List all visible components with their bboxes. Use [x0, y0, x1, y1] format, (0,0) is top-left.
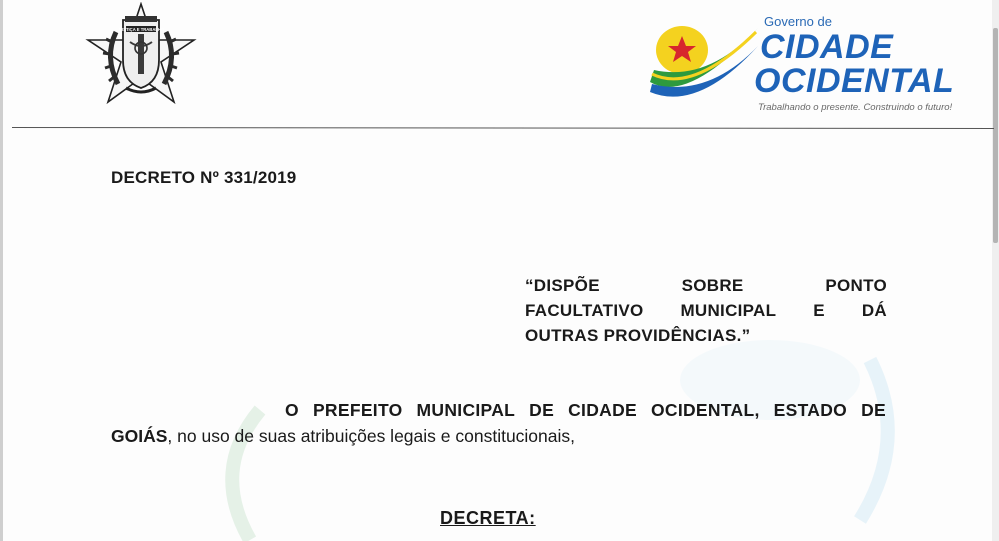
preamble-word: O: [285, 400, 299, 420]
logo-ocidental: OCIDENTAL: [754, 62, 955, 100]
preamble-word: DE: [861, 400, 886, 420]
page-edge: [0, 0, 3, 541]
summary-word: PONTO: [825, 276, 887, 295]
svg-text:JUSTIÇA E TRABALHO: JUSTIÇA E TRABALHO: [117, 27, 165, 32]
vertical-scrollbar[interactable]: [992, 0, 999, 541]
summary-word: MUNICIPAL: [680, 301, 777, 320]
preamble-word: OCIDENTAL,: [650, 400, 760, 420]
preamble-line-1: [111, 397, 886, 423]
scrollbar-thumb[interactable]: [993, 28, 998, 243]
preamble-word: PREFEITO: [312, 400, 403, 420]
summary-word: FACULTATIVO: [525, 301, 644, 320]
summary-line-1: [525, 273, 887, 298]
preamble-state: GOIÁS: [111, 426, 168, 446]
coat-of-arms-emblem: [76, 2, 206, 108]
cidade-ocidental-logo: [648, 8, 968, 113]
preamble-line-2: [111, 423, 886, 449]
decree-title: DECRETO Nº 331/2019: [111, 168, 297, 187]
summary-word: SOBRE: [681, 276, 744, 295]
decree-summary: [525, 273, 887, 348]
summary-line-3: OUTRAS PROVIDÊNCIAS.”: [525, 326, 751, 345]
preamble-text: , no uso de suas atribuições legais e constitucionais,: [167, 426, 576, 446]
preamble-word: MUNICIPAL: [416, 400, 516, 420]
summary-line-2: [525, 298, 887, 323]
decreta-heading: DECRETA:: [440, 508, 536, 528]
summary-word: E: [813, 301, 825, 320]
logo-cidade: CIDADE: [760, 28, 894, 66]
preamble-word: CIDADE: [568, 400, 637, 420]
preamble-word: ESTADO: [773, 400, 848, 420]
preamble-word: DE: [529, 400, 555, 420]
logo-governo-de: Governo de: [764, 14, 832, 29]
logo-tagline: Trabalhando o presente. Construindo o futuro!: [758, 102, 953, 113]
header-divider: [12, 127, 994, 129]
summary-word: DÁ: [861, 301, 887, 320]
decree-preamble: [111, 397, 886, 449]
summary-word: “DISPÕE: [525, 276, 600, 295]
